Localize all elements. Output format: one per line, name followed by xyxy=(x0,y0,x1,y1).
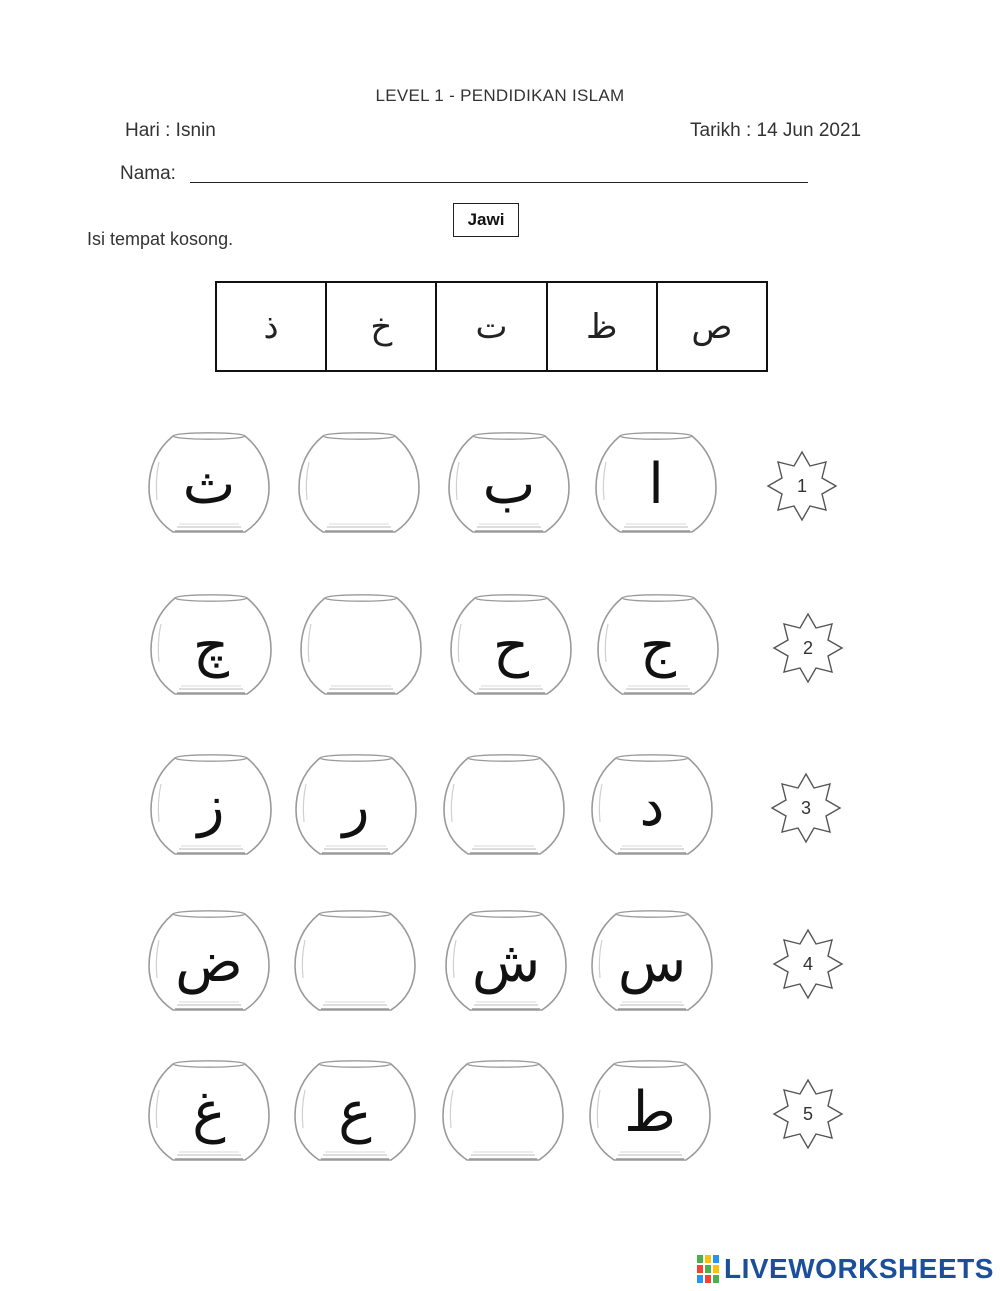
bowl-letter: چ xyxy=(192,613,230,679)
brand-text: LIVEWORKSHEETS xyxy=(724,1253,994,1284)
row-number-badge xyxy=(762,446,842,526)
fishbowl-filled xyxy=(147,750,275,862)
bowl-letter xyxy=(297,600,425,692)
subject-box: Jawi xyxy=(453,203,519,237)
fishbowl-filled xyxy=(147,590,275,702)
bowl-letter: ز xyxy=(197,773,225,839)
bowl-letter: د xyxy=(639,773,665,839)
fishbowl-filled xyxy=(291,1056,419,1168)
fishbowl-filled xyxy=(588,750,716,862)
bowl-letter: ض xyxy=(175,929,243,995)
name-label: Nama: xyxy=(120,163,176,184)
bowl-letter: ط xyxy=(624,1079,676,1145)
fishbowl-filled xyxy=(592,428,720,540)
row-number: 5 xyxy=(802,1104,813,1124)
fishbowl-filled xyxy=(442,906,570,1018)
bowl-letter: ث xyxy=(182,451,236,517)
bowl-letter: ر xyxy=(342,773,370,839)
bowl-letter: ا xyxy=(648,451,664,517)
worksheet-title: LEVEL 1 - PENDIDIKAN ISLAM xyxy=(375,86,625,105)
row-number: 1 xyxy=(796,476,807,496)
liveworksheets-icon xyxy=(697,1255,721,1283)
answer-letter-cell[interactable]: ص xyxy=(691,306,733,347)
row-number-badge xyxy=(768,608,848,688)
fishbowl-filled xyxy=(145,1056,273,1168)
row-number-badge xyxy=(768,924,848,1004)
answer-letter-cell[interactable]: ظ xyxy=(548,283,658,370)
bowl-letter: غ xyxy=(192,1079,226,1145)
fishbowl-filled xyxy=(292,750,420,862)
bowl-letter: ج xyxy=(639,613,677,679)
fishbowl-filled xyxy=(145,428,273,540)
bowl-letter xyxy=(439,1066,567,1158)
fishbowl-filled xyxy=(586,1056,714,1168)
row-number-badge xyxy=(768,1074,848,1154)
bowl-letter: ش xyxy=(471,929,541,995)
row-number: 4 xyxy=(802,954,813,974)
instruction-text: Isi tempat kosong. xyxy=(87,229,234,249)
fishbowl-blank[interactable] xyxy=(440,750,568,862)
fishbowl-blank[interactable] xyxy=(297,590,425,702)
answer-letter-table xyxy=(215,281,768,372)
bowl-letter: س xyxy=(617,929,687,995)
row-number: 3 xyxy=(800,798,811,818)
fishbowl-filled xyxy=(594,590,722,702)
fishbowl-blank[interactable] xyxy=(439,1056,567,1168)
answer-letter-cell[interactable]: خ xyxy=(327,283,437,370)
fishbowl-filled xyxy=(445,428,573,540)
answer-letter-cell[interactable]: ت xyxy=(437,283,547,370)
bowl-letter xyxy=(440,760,568,852)
fishbowl-blank[interactable] xyxy=(295,428,423,540)
date-label: Tarikh : 14 Jun 2021 xyxy=(690,120,862,141)
liveworksheets-logo xyxy=(697,1252,994,1286)
fishbowl-filled xyxy=(588,906,716,1018)
bowl-letter: ب xyxy=(482,451,536,517)
bowl-letter xyxy=(295,438,423,530)
answer-letter-cell[interactable]: ذ xyxy=(217,283,327,370)
bowl-letter xyxy=(291,916,419,1008)
bowl-letter: ع xyxy=(338,1079,372,1145)
day-label: Hari : Isnin xyxy=(125,120,216,141)
row-number: 2 xyxy=(802,638,813,658)
row-number-badge xyxy=(766,768,846,848)
fishbowl-filled xyxy=(145,906,273,1018)
name-answer-line[interactable] xyxy=(190,182,808,183)
bowl-letter: ح xyxy=(492,613,530,679)
fishbowl-blank[interactable] xyxy=(291,906,419,1018)
fishbowl-filled xyxy=(447,590,575,702)
